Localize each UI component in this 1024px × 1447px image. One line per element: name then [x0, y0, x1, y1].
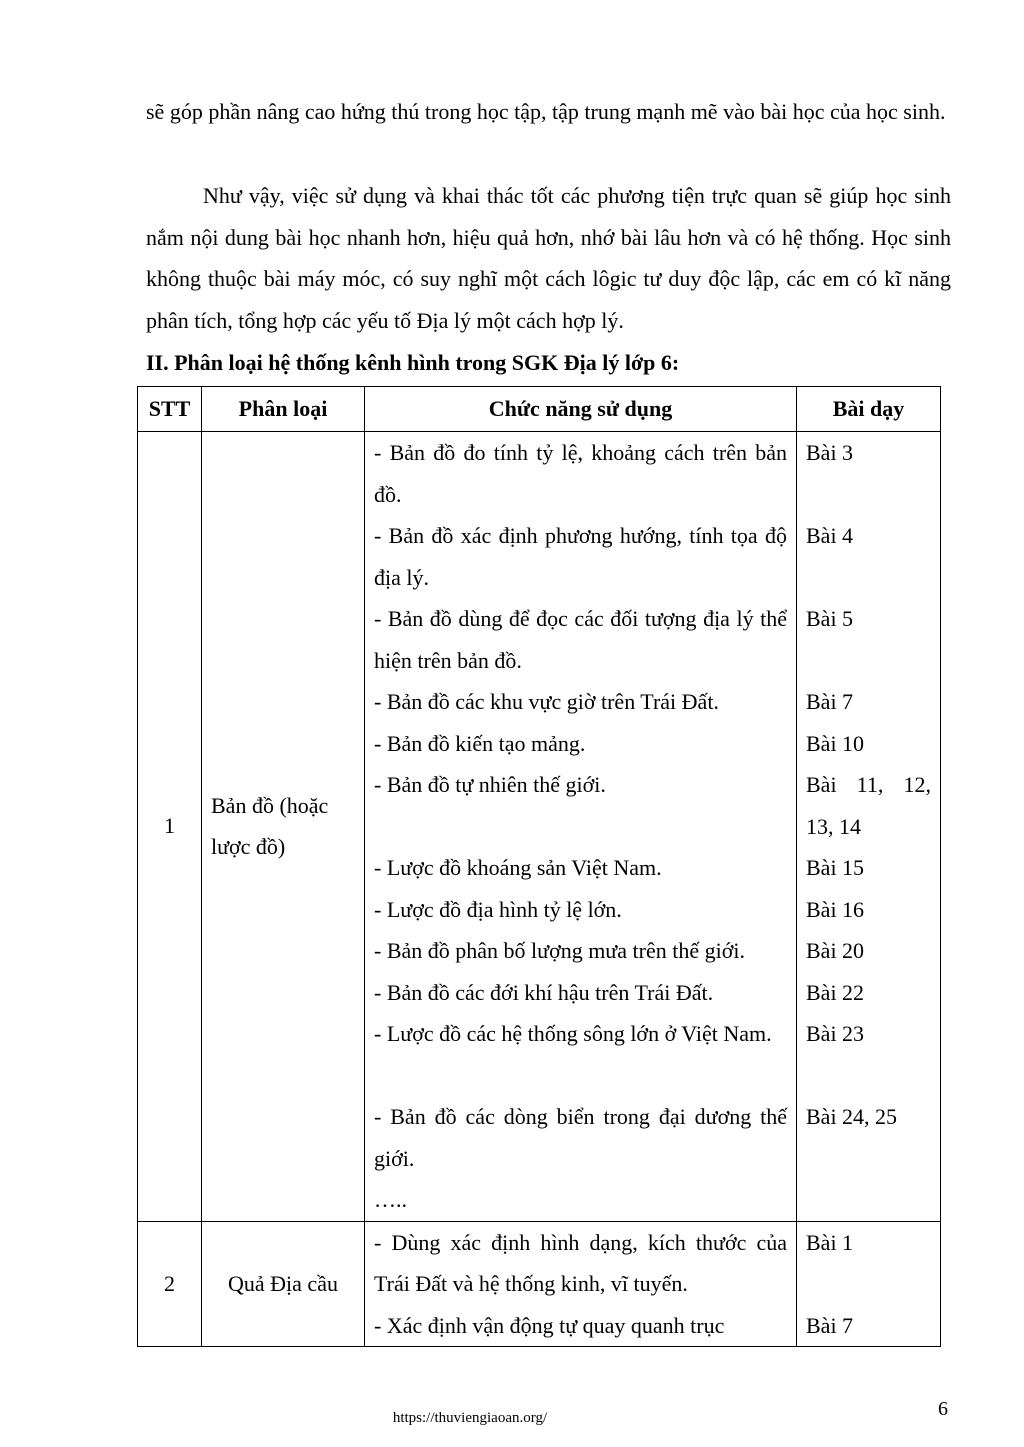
function-item: - Lược đồ khoáng sản Việt Nam. — [374, 855, 662, 880]
function-item: - Dùng xác định hình dạng, kích thước của Trái Đất và hệ thống kinh, vĩ tuyến. — [374, 1229, 787, 1296]
function-item: - Lược đồ các hệ thống sông lớn ở Việt Nam. — [374, 1021, 772, 1046]
header-function: Chức năng sử dụng — [365, 387, 797, 432]
function-item: - Bản đồ kiến tạo mảng. — [374, 730, 586, 756]
function-item: - Bản đồ phân bố lượng mưa trên thế giới. — [374, 938, 745, 963]
function-item: - Bản đồ các đới khí hậu trên Trái Đất. — [374, 979, 714, 1005]
footer-url: https://thuviengiaoan.org/ — [392, 1410, 548, 1426]
lesson-item: Bài 15 — [806, 855, 865, 880]
row-functions — [365, 1221, 797, 1347]
row-lessons — [797, 432, 941, 1222]
page-number: 6 — [938, 1398, 948, 1420]
function-item: - Bản đồ xác định phương hướng, tính tọa độ địa lý. — [374, 523, 787, 590]
section-heading: II. Phân loại hệ thống kênh hình trong SGK Địa lý lớp 6: — [146, 350, 680, 375]
function-item: - Bản đồ các khu vực giờ trên Trái Đất. — [374, 689, 719, 714]
function-item: - Bản đồ đo tính tỷ lệ, khoảng cách trên bản đồ. — [374, 440, 787, 507]
lesson-item: Bài 4 — [806, 523, 854, 548]
lesson-item: Bài 20 — [806, 938, 865, 963]
paragraph-1: sẽ góp phần nâng cao hứng thú trong học tập, tập trung mạnh mẽ vào bài học của học sinh. — [146, 99, 946, 124]
row-type: Quả Địa cầu — [202, 1221, 365, 1347]
lesson-item: Bài 5 — [806, 606, 854, 631]
lesson-item: Bài 22 — [806, 979, 865, 1005]
lesson-item: Bài 3 — [806, 440, 854, 465]
header-type: Phân loại — [202, 387, 365, 432]
lesson-item: Bài 16 — [806, 896, 865, 922]
function-item: ….. — [374, 1187, 407, 1212]
paragraph-2: Như vậy, việc sử dụng và khai thác tốt các phương tiện trực quan sẽ giúp học sinh nắm nội dung bài học nhanh hơn, hiệu quả hơn, nhớ bài lâu hơn và có hệ thống. Học sinh không thuộc bài máy móc, có suy nghĩ một cách lôgic tư duy độc lập, các em có kĩ năng phân tích, tổng hợp các yếu tố Địa lý một cách hợp lý. — [146, 183, 951, 333]
function-item: - Lược đồ địa hình tỷ lệ lớn. — [374, 896, 622, 922]
lesson-item: Bài 11, 12, 13, 14 — [806, 772, 931, 839]
lesson-item: Bài 1 — [806, 1229, 854, 1255]
lesson-item: Bài 24, 25 — [806, 1104, 898, 1129]
lesson-item: Bài 7 — [806, 689, 854, 714]
header-stt: STT — [138, 387, 202, 432]
table-header-row — [138, 387, 941, 432]
table-row — [138, 432, 941, 1222]
table-row — [138, 1221, 941, 1347]
function-item: - Xác định vận động tự quay quanh trục — [374, 1312, 725, 1338]
row-lessons — [797, 1221, 941, 1347]
lesson-item — [806, 1179, 931, 1221]
classification-table — [137, 386, 941, 1347]
lesson-item: Bài 23 — [806, 1021, 865, 1046]
lesson-item: Bài 10 — [806, 730, 865, 756]
row-stt: 1 — [138, 432, 202, 1222]
function-item: - Bản đồ tự nhiên thế giới. — [374, 772, 606, 797]
row-stt: 2 — [138, 1221, 202, 1347]
row-functions — [365, 432, 797, 1222]
row-type: Bản đồ (hoặc lược đồ) — [202, 432, 365, 1222]
header-lesson: Bài dạy — [797, 387, 941, 432]
function-item: - Bản đồ các dòng biển trong đại dương thế giới. — [374, 1104, 787, 1171]
lesson-item: Bài 7 — [806, 1312, 854, 1338]
function-item: - Bản đồ dùng để đọc các đối tượng địa lý thể hiện trên bản đồ. — [374, 606, 787, 673]
